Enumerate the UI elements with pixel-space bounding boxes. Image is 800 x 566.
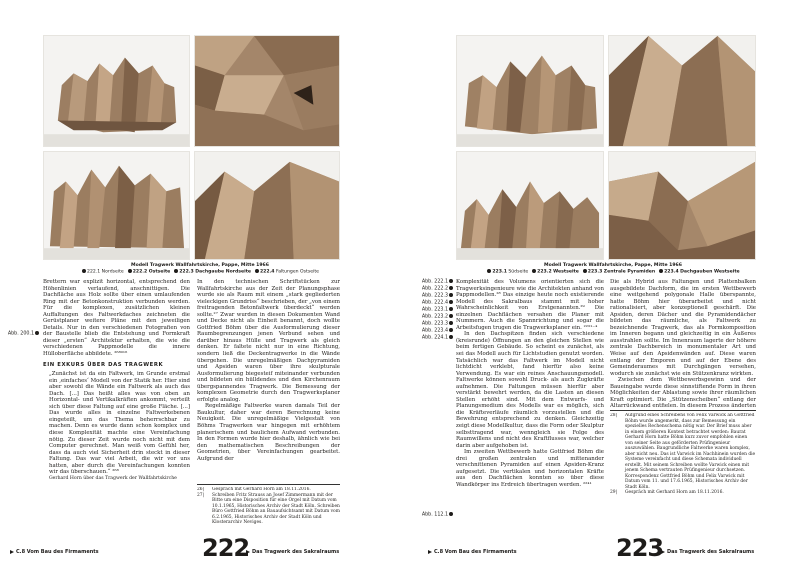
margin-ref: Abb. 223.2 (412, 314, 454, 321)
triangle-right-icon (10, 550, 14, 554)
photo-223-4 (608, 151, 756, 260)
model-photo-east-side (44, 152, 189, 259)
margin-figure-ref-bottom: Abb. 112.1 (412, 512, 454, 519)
right-text-column-2 (610, 279, 756, 408)
left-footnotes (197, 487, 340, 527)
right-footer-section: Das Tragwerk des Sakralraums (661, 549, 754, 555)
footnote: 29| Gespräch mit Gerhard Horn am 18.11.2016. (610, 490, 724, 495)
footnote-rule (610, 410, 756, 411)
caption-label: Westseite (553, 269, 579, 275)
caption-ref: 222.2 (132, 269, 148, 275)
right-figure-caption (470, 263, 756, 276)
bullet-icon (128, 269, 132, 273)
quote-source: Gerhard Horn über das Tragwerk der Wallfahrtskirche (49, 475, 177, 481)
photo-222-4 (194, 151, 340, 260)
caption-label: Zentrale Pyramiden (603, 269, 656, 275)
margin-figure-ref: Abb. 200.1 (4, 331, 40, 338)
margin-ref: Abb. 223.4 (412, 328, 454, 335)
bullet-icon (449, 286, 453, 290)
caption-label: Südseite (508, 269, 529, 275)
caption-ref: 222.1 (87, 269, 101, 275)
section-heading: EIN EXKURS ÜBER DAS TRAGWERK (43, 361, 164, 368)
caption-title: Modell Tragwerk Wallfahrtskirche, Pappe, Mitte 1966 (544, 263, 682, 268)
margin-ref: Abb. 222.2 (412, 286, 454, 293)
bullet-icon (583, 269, 587, 273)
margin-ref: Abb. 223.3 (412, 321, 454, 328)
bullet-icon (255, 269, 259, 273)
bullet-icon (487, 269, 491, 273)
paragraph: Die als Hybrid aus Faltungen und Plattenbalken ausgebildete Dachform, die im ersten Wettbewerb eine weitgehend polygonale Halle überspannte, hatte Böhm hier überarbeitet und nicht rationalisiert, aber konzeptionell geschärft. Die Apsiden, deren Dächer und die Pyramidendächer bildeten das räumliche, als Faltwerk zu bezeichnende Tragwerk, das als Formkomposition im Inneren begann und gleichzeitig in ein Äußeres ausstrahlen sollte. Im Innenraum lagerte der höhere zentrale Dachbereich in monumentaler Art und Weise auf den Apsidenwänden auf. Diese waren entlang der Emporen und auf der Ebene des Gemeinderaumes mit Durchgängen versehen, wodurch sie zunächst wie ein Stützenkranz wirkten. (610, 279, 756, 377)
margin-ref: Abb. 222.1 (412, 279, 454, 286)
photo-222-3 (194, 35, 340, 147)
model-photo-north-side (44, 36, 189, 146)
bullet-icon (532, 269, 536, 273)
bullet-icon (449, 328, 453, 332)
page-number-left: 222 (202, 534, 250, 562)
caption-ref: 222.3 (179, 269, 194, 275)
page-number-right: 223 (616, 534, 664, 562)
caption-ref: 223.2 (537, 269, 552, 275)
footnote: 26| Gespräch mit Gerhard Horn am 18.11.2016. (197, 487, 311, 492)
bullet-icon (449, 321, 453, 325)
margin-figure-refs (412, 279, 454, 342)
left-text-column-2 (197, 279, 340, 481)
photo-223-3 (608, 35, 756, 147)
triangle-right-icon (428, 550, 432, 554)
caption-label: Dachgaube Nordseite (195, 269, 252, 275)
model-photo-dormers-west (609, 152, 755, 259)
bullet-icon (659, 269, 663, 273)
paragraph: Komplexität des Volumens orientierten sich die Tragwerksingenieure wie die Architekten anhand von Pappmodellen.²⁸ Das einzige heute noch existierende Modell des Sakralbaus stammt mit hoher Wahrscheinlichkeit von Erstgenannten.²⁹ Die einzelnen Dachflächen versahen die Planer mit Nummern. Auch die Spannrichtung und sogar die Arbeitsfugen trugen die Tragwerksplaner ein. ²²³¹⁻⁴ (456, 279, 604, 331)
triangle-right-icon (661, 550, 665, 554)
bullet-icon (82, 269, 86, 273)
bullet-icon (449, 335, 453, 339)
block-quote: „Zunächst ist da ein Faltwerk, im Grunde erstmal ein ‚einfaches‘ Modell von der Statik her. Hier sind aber sowohl die Wände ein Faltwerk als auch das Dach. [...] Das heißt alles was von oben an Horizontal- und Vertikalkräften ankommt, verteilt sich über diese Faltung auf eine große Fläche. [...] Das wurde alles in einzelne Faltwerkebenen eingeteilt, um das Thema beherrschbar zu machen. Denn es wurde dann schon komplex und diese Komplexität machte eine Vereinfachung nötig. Zu dieser Zeit wurde noch nicht mit dem Computer gerechnet. Man weiß vom Gefühl her, dass da auch viel Sicherheit drin steckt in dieser Faltung. Das war viel Arbeit, die wir vor uns hatten, aber durch die Vereinfachungen konnten wir das überschauen.“ ²⁶⁸ (49, 371, 190, 476)
caption-ref: 223.4 (664, 269, 679, 275)
caption-label: Faltungen Ostseite (275, 269, 319, 275)
left-footer-chapter: C.8 Vom Bau des Firmaments (10, 549, 99, 555)
footnote-rule (197, 484, 340, 485)
left-figure-caption (60, 263, 340, 276)
caption-ref: 223.3 (587, 269, 603, 275)
model-photo-west-side (457, 152, 603, 259)
right-footnotes (610, 413, 756, 529)
caption-label: Dachgauben Westseite (680, 269, 740, 275)
footnote: 28| Aufgrund eines Schreibens von Felix Varwick an Gottfried Böhm wurde angemerkt, dass zur Bemessung ein spezielles Rechenschema nötig war. Der Brief muss aber in einem größeren Kontext betrachtet werden: Baurat Gerhard Horn hatte Böhm kurz zuvor empfohlen einen von seiner Seite aus geförderten Prüfingenieur auszuwählen. Baugrundliche Faltwerke waren komplex, aber nicht neu. Das ist Varwick im Nachhinein wurden die Systeme vereinfacht und diese Schemata individuell erstellt. Mit seinem Schreiben wollte Varwick einen mit jenem Schema vertrauten Prüfingenieur durchsetzen. Korrespondenz Gottfried Böhm und Felix Varwick mit Datum vom 11. und 17.6.1965, Historisches Archiv der Stadt Köln. (610, 413, 756, 490)
model-photo-folds-east (195, 152, 339, 259)
caption-ref: 223.1 (492, 269, 507, 275)
photo-222-2 (43, 151, 190, 260)
model-photo-dormer-north (195, 36, 339, 146)
photo-222-1 (43, 35, 190, 147)
margin-ref: Abb. 222.3 (412, 293, 454, 300)
photo-223-1 (456, 35, 604, 147)
paragraph: Zwischen dem Wettbewerbsgewinn und der Baueingabe wurde diese sinnstiftende Form in ihren Möglichkeiten der Ablastung sowie ihrer räumlichen Kraft optimiert. Die „Stützenscheiben“ entlang der Altarrückwand entfielen. In diesem Prozess änderten (610, 377, 756, 408)
margin-ref: Abb. 223.1 (412, 307, 454, 314)
model-photo-central-pyramids (609, 36, 755, 146)
bullet-icon (449, 307, 453, 311)
bullet-icon (449, 300, 453, 304)
paragraph: In den Dachspitzen finden sich verschiedene (kreisrunde) Öffnungen an den gleichen Stellen wie beim fertigen Gebäude. So scheint es zunächst, als sei das Modell auch für Lichtstudien genutzt worden. Tatsächlich war das Faltwerk im Modell nicht lichtdicht verklebt, fand hierfür also keine Verwendung. Es war ein reines Anschauungsmodell. Faltwerke können sowohl Druck- als auch Zugkräfte aufnehmen. Die Faltungen müssen hierfür aber verstärkt bewehrt werden, da die Lasten an diesen Stellen erhöht sind. Mit dem Entwurfs- und Planungsmedium des Modells war es möglich, sich die Kräfteverläufe räumlich vorzustellen und die Bewehrung entsprechend zu denken. Gleichzeitig zeigt diese Modellkultur, dass die Form oder Skulptur selbsttragend war, wenngleich sie Folge des Raumwillens und nicht des Kraftflusses war, welcher darin aber aufgehoben ist. (456, 331, 604, 449)
right-text-column-1 (456, 279, 604, 529)
paragraph: Im zweiten Wettbewerb hatte Gottfried Böhm die drei großen zentralen und mittenander verschnittenen Pyramiden auf einen Apsiden-Kranz aufgesetzt. Die vertikalen und horizontalen Kräfte aus den Dachflächen konnten so über diese Wandkörper ins Erdreich übertragen werden. ²²⁴¹ (456, 449, 604, 488)
bullet-icon (449, 314, 453, 318)
right-footer-chapter: C.8 Vom Bau des Firmaments (428, 549, 517, 555)
caption-title: Modell Tragwerk Wallfahrtskirche, Pappe, Mitte 1966 (131, 263, 269, 268)
footnote: 27| Schreiben Fritz Strauss an Josef Zimmermann mit der Bitte um eine Disposition für eine Orgel mit Datum vom 10.1.1965, Historisches Archiv der Stadt Köln. Schreiben Büro Gottfried Böhm an Bauaufsichtsamt mit Datum vom 6.2.1965, Historisches Archiv der Stadt Köln und Klosterarchiv Neviges. (197, 492, 340, 525)
margin-ref: Abb. 222.4 (412, 300, 454, 307)
left-text-column-1 (43, 279, 190, 529)
model-photo-south-side (457, 36, 603, 146)
margin-ref: Abb. 224.1 (412, 335, 454, 342)
triangle-right-icon (246, 550, 250, 554)
bullet-icon (449, 512, 453, 516)
caption-label: Nordseite (101, 269, 124, 275)
caption-ref: 222.4 (259, 269, 275, 275)
bullet-icon (35, 331, 39, 335)
bullet-icon (449, 293, 453, 297)
left-footer-section: Das Tragwerk des Sakralraums (246, 549, 339, 555)
bullet-icon (449, 279, 453, 283)
photo-223-2 (456, 151, 604, 260)
paragraph: Brettern war explizit horizontal, entsprechend den Höhenlinien verlaufend, anschnittigen. Die Dachfläche aus Holz sollte über einen umlaufenden Ring mit der Betonkonstruktion verbunden werden. Für die komplexen, zusätzlichen kleinen Auffaltungen des Faltwerkdaches zeichneten die Gerüstplaner weitere Pläne mit den jeweiligen Details. Nur in den verschiedenen Fotografien von der Baustelle blieb die Entstehung und Formkraft dieser „ersten“ Architektur erhalten, die wie die verschiedenen Pappmodelle die innere Hülloberfläche abbildete. ²⁶⁸⁰¹⁶ (43, 279, 190, 358)
bullet-icon (174, 269, 178, 273)
caption-label: Ostseite (148, 269, 171, 275)
paragraph: Regelmäßige Faltwerke waren damals Teil der Baukultur, daher war deren Berechnung keine Neuigkeit. Die unregelmäßige Vielgestalt von Böhms Tragwerken war hingegen mit erhöhtem planerischem und baulichem Aufwand verbunden. In den Formen wurde hier deshalb, ähnlich wie bei den mathematischen Beschreibungen der Geometrien, über Vereinfachungen gearbeitet. Aufgrund der (197, 403, 340, 462)
paragraph: In den technischen Schriftstücken zur Wallfahrtskirche aus der Zeit der Planungsphase wurde sie als Raum mit einem „stark gegliederten vieleckigen Grundriss“ beschrieben, der „von einem freitragenden Betonfaltwerk überdeckt“ werden sollte.²⁷ Zwar wurden in diesen Dokumenten Wand und Decke nicht als Einheit benannt, doch wollte Gottfried Böhm über die Ausformulierung dieser Raumbegrenzungen jenen Verbund sehen und darüber hinaus Hülle und Tragwerk als gleich denken. Er faltete nicht nur in eine Richtung, sondern ließ die Deckentragwerke in die Wände übergehen. Die unregelmäßigen Dachpyramiden und Apsiden waren über ihre skulpturale Ausformulierung biegesteif miteinander verbunden und bildeten ein hülldendes und den Kirchenraum übergspannendes Tragwerk. Die Bemessung der komplexen Geometrie durch den Tragwerksplaner erfolgte analog. (197, 279, 340, 403)
